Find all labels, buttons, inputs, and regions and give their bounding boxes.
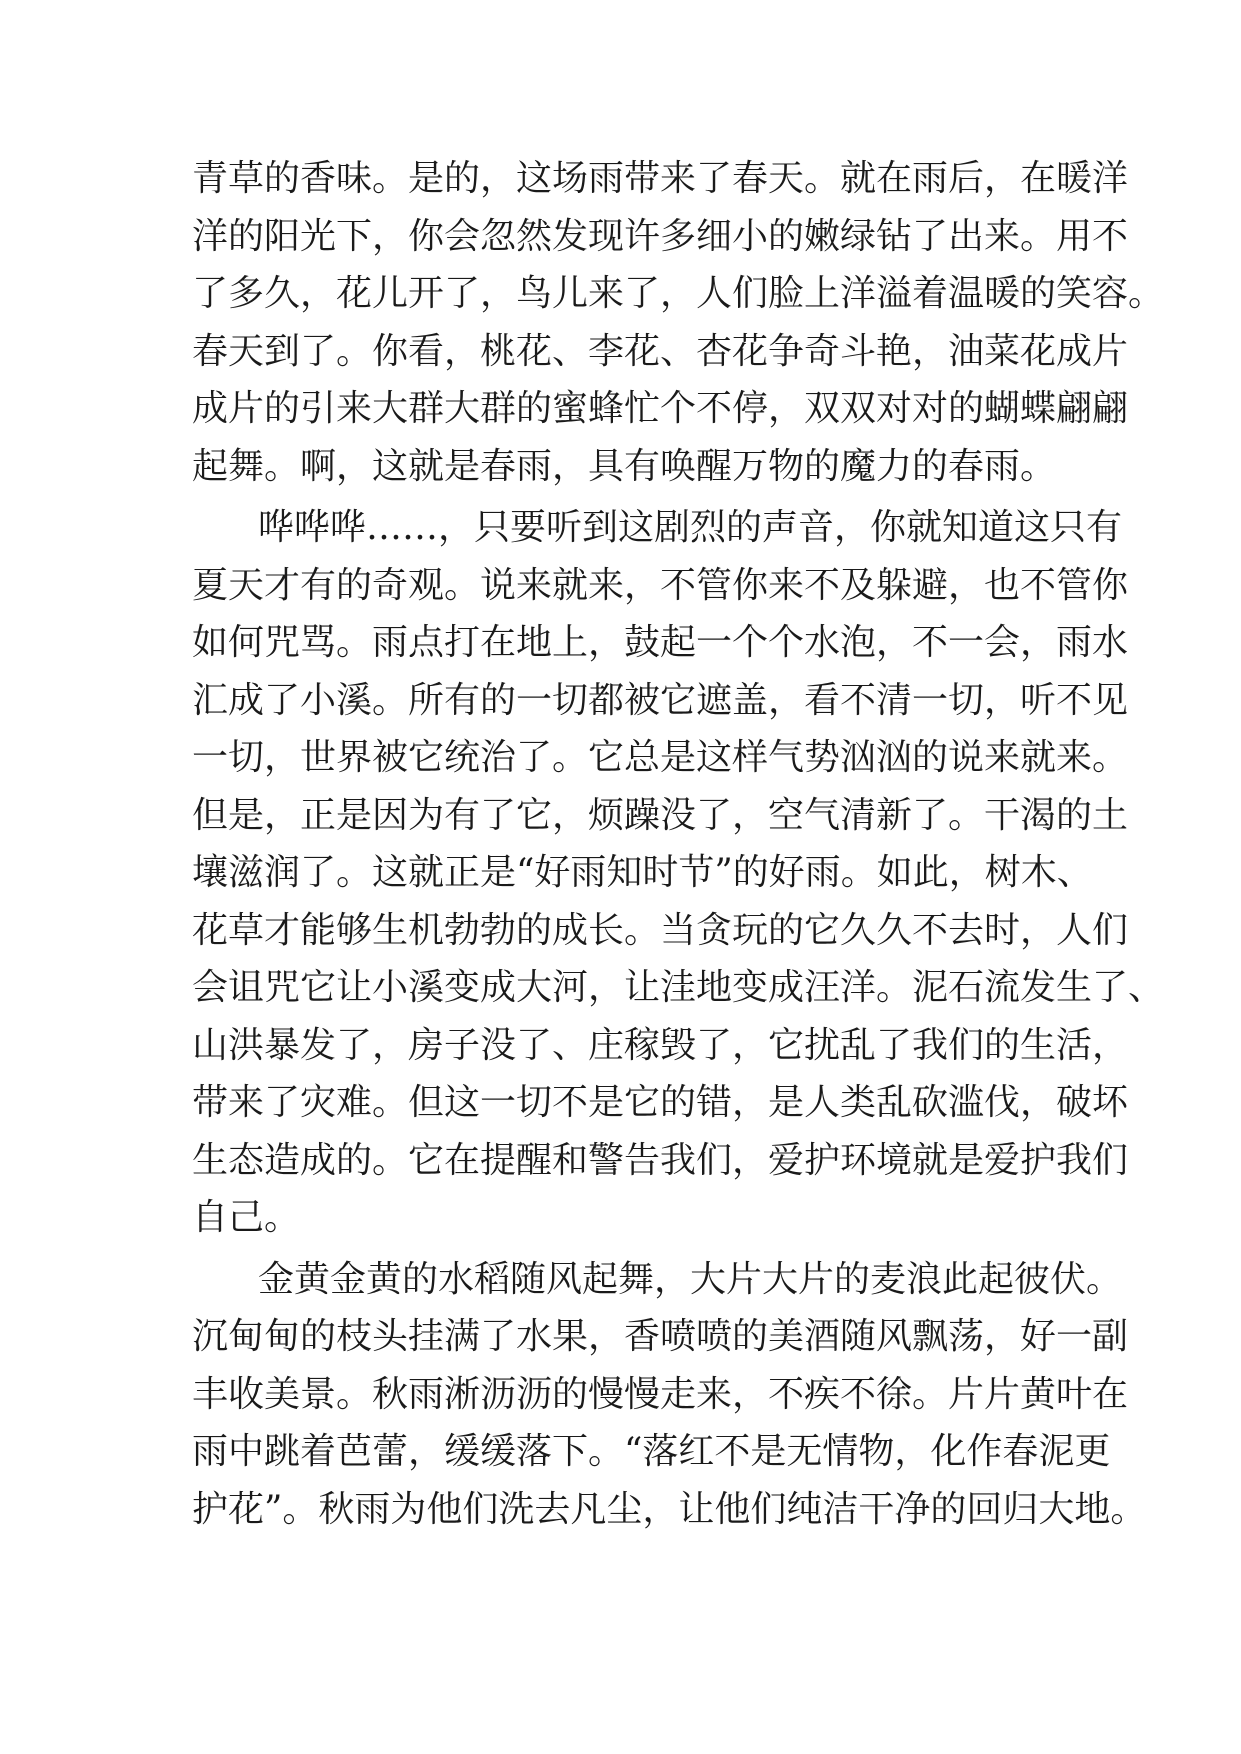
paragraph-autumn-rain [192, 1251, 1147, 1539]
text-line: 壤滋润了。这就正是“好雨知时节”的好雨。如此，树木、 [192, 852, 1093, 893]
document-page [192, 150, 1165, 1538]
text-line: 成片的引来大群大群的蜜蜂忙个不停，双双对对的蝴蝶翩翩 [192, 388, 1129, 429]
text-line: 丰收美景。秋雨淅沥沥的慢慢走来，不疾不徐。片片黄叶在 [192, 1373, 1129, 1415]
text-line: 但是，正是因为有了它，烦躁没了，空气清新了。干渴的土 [192, 794, 1129, 836]
text-line: 花草才能够生机勃勃的成长。当贪玩的它久久不去时，人们 [192, 909, 1129, 951]
text-line: 自己。 [192, 1197, 301, 1238]
text-line: 青草的香味。是的，这场雨带来了春天。就在雨后，在暖洋 [192, 158, 1129, 199]
paragraph-spring-rain [192, 150, 1165, 495]
text-line: 春天到了。你看，桃花、李花、杏花争奇斗艳，油菜花成片 [192, 330, 1129, 372]
text-line: 汇成了小溪。所有的一切都被它遮盖，看不清一切，听不见 [192, 679, 1129, 721]
text-line: 带来了灾难。但这一切不是它的错，是人类乱砍滥伐，破坏 [192, 1082, 1129, 1123]
text-line: 雨中跳着芭蕾，缓缓落下。“落红不是无情物，化作春泥更 [192, 1431, 1111, 1472]
text-line: 如何咒骂。雨点打在地上，鼓起一个个水泡，不一会，雨水 [192, 622, 1129, 663]
text-line: 护花”。秋雨为他们洗去凡尘，让他们纯洁干净的回归大地。 [192, 1488, 1147, 1530]
text-line: 会诅咒它让小溪变成大河，让洼地变成汪洋。泥石流发生了、 [192, 967, 1165, 1008]
text-line: 了多久，花儿开了，鸟儿来了，人们脸上洋溢着温暖的笑容。 [192, 273, 1165, 314]
text-line: 生态造成的。它在提醒和警告我们，爱护环境就是爱护我们 [192, 1139, 1129, 1181]
text-line: 山洪暴发了，房子没了、庄稼毁了，它扰乱了我们的生活， [192, 1024, 1129, 1066]
text-line: 沉甸甸的枝头挂满了水果，香喷喷的美酒随风飘荡，好一副 [192, 1316, 1129, 1357]
text-line: 洋的阳光下，你会忽然发现许多细小的嫩绿钻了出来。用不 [192, 215, 1129, 257]
text-line: 夏天才有的奇观。说来就来，不管你来不及躲避，也不管你 [192, 564, 1129, 606]
text-line: 金黄金黄的水稻随风起舞，大片大片的麦浪此起彼伏。 [258, 1258, 1123, 1300]
text-line: 哗哗哗……，只要听到这剧烈的声音，你就知道这只有 [258, 507, 1123, 548]
paragraph-summer-rain [192, 499, 1165, 1247]
text-line: 起舞。啊，这就是春雨，具有唤醒万物的魔力的春雨。 [192, 445, 1057, 487]
text-line: 一切，世界被它统治了。它总是这样气势汹汹的说来就来。 [192, 737, 1129, 778]
